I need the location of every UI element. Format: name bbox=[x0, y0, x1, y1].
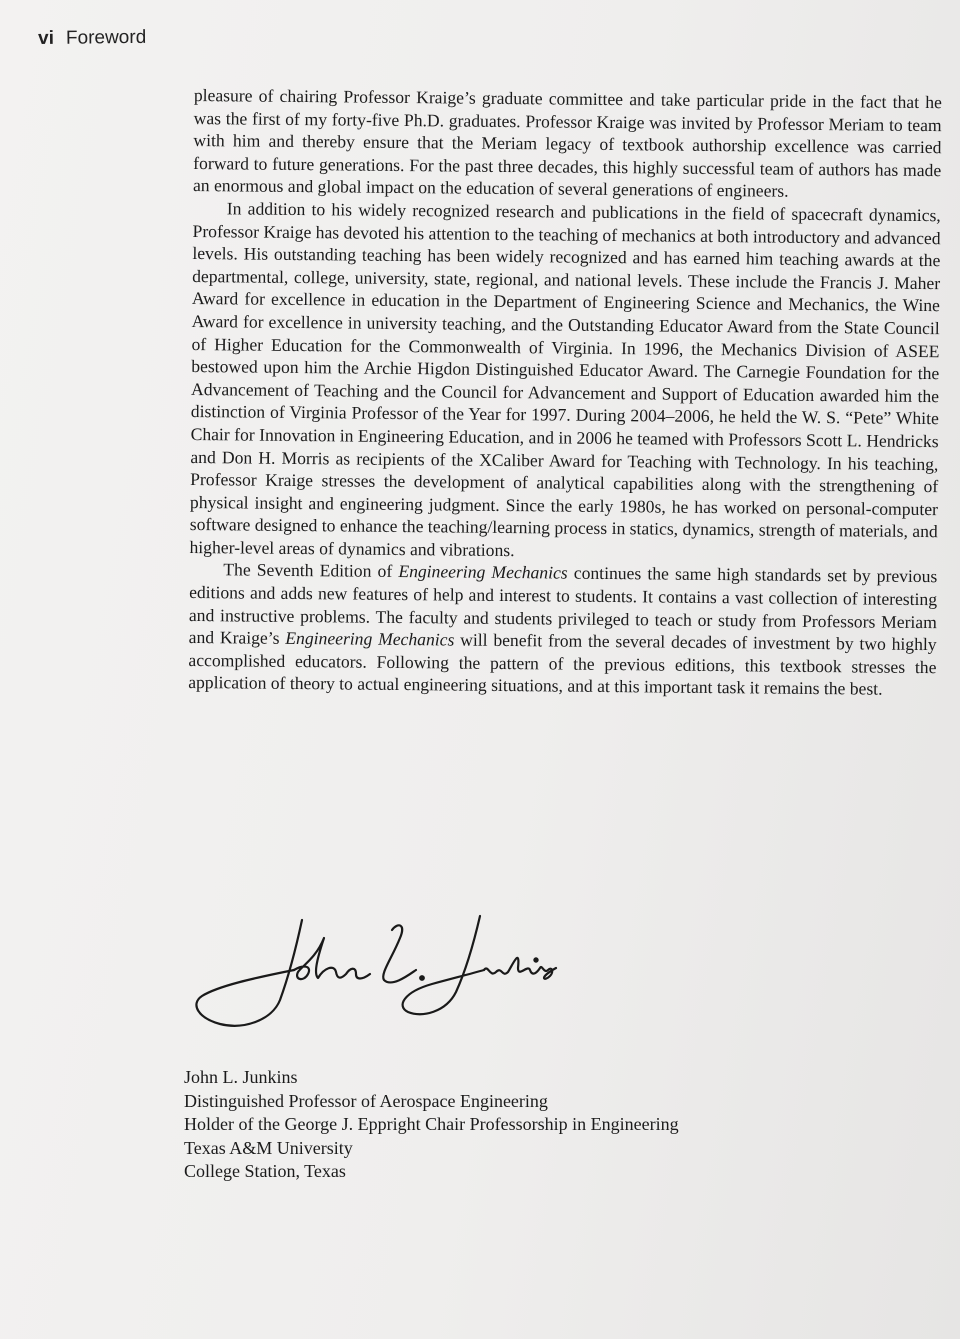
signer-location: College Station, Texas bbox=[184, 1161, 346, 1181]
paragraph-2: In addition to his widely recognized research and publications in the field of spacecraft dynamics, Professor Kraige has devoted his attention to the teaching of mechanics at both introductory and advanced levels. His outstanding teaching has been widely recognized and has earned him teaching awards at the departmental, college, university, state, regional, and national levels. These include the Francis J. Maher Award for excellence in education in the Department of Engineering Science and Mechanics, the Wine Award for excellence in university teaching, and the Outstanding Educator Award from the State Council of Higher Education for the Commonwealth of Virginia. In 1996, the Mechanics Division of ASEE bestowed upon him the Archie Higdon Distinguished Educator Award. The Carnegie Foundation for the Advancement of Teaching and the Council for Advancement and Support of Education awarded him the distinction of Virginia Professor of the Year for 1997. During 2004–2006, he held the W. S. “Pete” White Chair for Innovation in Engineering Education, and in 2006 he teamed with Professors Scott L. Hendricks and Don H. Morris as recipients of the XCaliber Award for Teaching with Technology. In his teaching, Professor Kraige stresses the development of analytical capabilities along with the strengthening of physical insight and engineering judgment. Since the early 1980s, he has worked on personal-computer software designed to enhance the teaching/learning process in statics, dynamics, strength of materials, and higher-level areas of dynamics and vibrations. bbox=[189, 198, 941, 560]
section-title: Foreword bbox=[65, 26, 147, 49]
paragraph-3-text-b: continues the same high standards set by previous editions and adds new features of help and interest to students. It contains a vast collection of interesting and instructive problems. The faculty and students privileged to teach or study from Professors Meriam and Kraige’s bbox=[188, 563, 938, 649]
signature-block bbox=[184, 1066, 679, 1184]
signer-chair: Holder of the George J. Eppright Chair Professorship in Engineering bbox=[184, 1114, 679, 1134]
paragraph-3-text-a: The Seventh Edition of bbox=[223, 559, 399, 582]
paragraph-1: pleasure of chairing Professor Kraige’s graduate committee and take particular pride in the fact that he was the first of my forty-five Ph.D. graduates. Professor Kraige was invited by Professor Meriam to team with him and thereby ensure that the Meriam legacy of textbook authorship excellence was carried forward to future generations. For the past three decades, this highly successful team of authors has made an enormous and global impact on the education of several generations of engineers. bbox=[192, 84, 942, 202]
page-number: vi bbox=[38, 27, 55, 49]
signer-title: Distinguished Professor of Aerospace Engineering bbox=[184, 1090, 548, 1111]
paragraph-3 bbox=[188, 558, 937, 701]
signer-name: John L. Junkins bbox=[184, 1067, 298, 1087]
book-title-italic-2: Engineering Mechanics bbox=[285, 628, 455, 650]
paragraph-3-text-c: will benefit from the several decades of investment by two highly accomplished educators. Following the pattern of the previous editions, this textbook stresses the application of theory to actual engineering situations, and at this important task it remains the best. bbox=[188, 629, 937, 700]
book-title-italic: Engineering Mechanics bbox=[398, 561, 568, 584]
foreword-body bbox=[188, 84, 942, 701]
signer-university: Texas A&M University bbox=[184, 1137, 353, 1158]
running-head bbox=[38, 27, 146, 50]
handwritten-signature bbox=[184, 908, 564, 1038]
